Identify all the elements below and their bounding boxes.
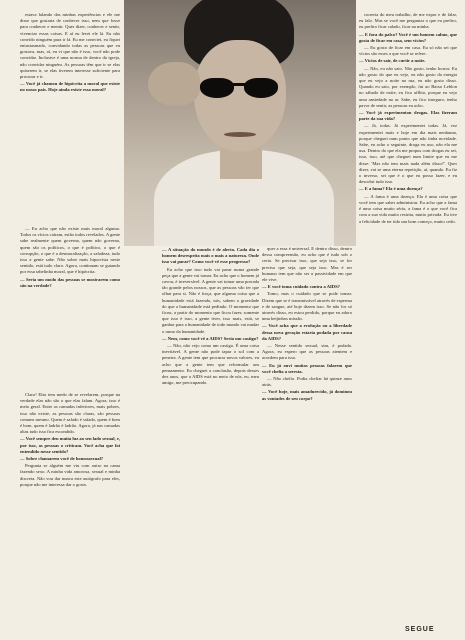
text-column-1c [20, 392, 120, 489]
paragraph: quer a essa é universal. E dentro disso, dentro dessa compreensão, eu acho que é tudo sob o certo. Se precisar isso, que seja isso, se for preciso que seja, que seja isso. Mas é ser humano tem que não ser a passividade em que ele vive. [262, 246, 352, 283]
paragraph: — Não, eu não saio. Não gosto, tenho horror. Eu não gosto do que eu vejo, eu não gosto da energia que eu vejo a noite na rua, eu não gosto disso. Quando eu saio, por exemplo, fui ao Baixo Leblon no sábado de noite, eu fico afflito, porque eu vejo uma ansiedade no ar. Sabe, eu fico inseguro, tenho pavor de sentir, as pessoas eu acho. [359, 65, 457, 108]
paragraph: — Já, todas. Já experimentei todas. Já, vez experimentei mais e hoje em dia mais nenhuma, porque cheguei num ponto que não tinha novidade. Sabe, eu acho o seguinte, droga eu uso, não ela me usa. Dentro do que ela me propus com drogas eu sei, isso, isso, até que cheguei num limite que eu me disse: 'Mas não tem mais nada além disso?'. Quer dizer, vai se uma eterna repetição, aí, quando. Eu fiz o inverso, sei que é o que eu posso fazer, e eu descobri tudo isso. [359, 123, 457, 185]
question: — Você já experimentou drogas. Elas fizeram parte da sua vida? [359, 110, 457, 122]
question: — Você sempre deu muita luz ao seu lado sexual, e, por isso, as pessoas o criticam. Você acha que foi entendido nesse sentido? [20, 436, 120, 454]
sunglasses-icon [200, 78, 280, 100]
portrait-photo [124, 0, 356, 246]
text-column-2 [162, 246, 259, 387]
paragraph: — Eu gosto de ficar em casa. Eu só não sei que vícios são esses a que você se refere. [359, 45, 457, 57]
question: — Você acha que a evolução ou a liberdade dessa nova geração estaria podada por causa da AIDS? [262, 323, 352, 341]
question: — Você hoje, mais amadurecido, já dominou as vontades de seu corpo? [262, 389, 352, 401]
text-column-4 [359, 12, 457, 226]
question: — Seria um modo das pessoas se mostrarem como são na verdade? [20, 276, 120, 288]
paragraph: Claro! Elas tem medo de se revelarem, porque na verdade elas não são o que elas falam. Agora, isso é meio geral. Entre as camadas inferiores, mais pobres, isso não existe, as pessoas são claras, são pessoas comuns mesmo. Quem é safado é safado, quem é bom é bom, quem é ladrão é ladrão. Agora, já nas camadas altas tudo isso fica escondido. [20, 392, 120, 435]
paragraph: correria do meu trabalho, de me expor e de falar, eu falo. Mas se você me perguntar o que eu prefiro, eu prefiro ficar calado, ficar na minha. [359, 12, 457, 30]
paragraph: Pergunta se alguém me viu com outro na cama fazendo sexo. A minha vida amorosa, sexual e minha discreta. Não vou dar nunca este autógrafo para eles, porque não me interessa dar o gosto. [20, 463, 120, 487]
text-column-1b [20, 226, 120, 290]
paragraph: Eu acho que isso tudo vai parar numa grande peça que a gente vai tomar. Eu acho que o homem já cavou, é irreversível. A gente vai tomar uma porrada tão grande pelos nossos, que as pessoas vão ter que olhar para si. Não é força, que alguma coisa que a humanidade está fazendo, nós, sabem a gravidade do que a humanidade está pedindo. O momento que ficou, a partir do momento que ficou fazer, somente que isso é isso, a gente tiver, isso mais, está, se ganhar para a humanidade de todo mundo vai mudar o rumo da humanidade. [162, 266, 259, 334]
hand [148, 62, 200, 106]
text-column-1 [20, 12, 120, 95]
paragraph: — A fama é uma doença. Ela é uma coisa que você tem que saber administrar. Eu acho que a fama é uma coisa muito séria, a fama é o que você fica com a sua vida muito restrita, muito privada. Eu tive a felicidade de ter tido um bom começo, muito cedo. [359, 193, 457, 224]
question: — E fora do palco? Você é um homem calmo, que gosta de ficar em casa, sem vícios? [359, 31, 457, 43]
question: — Vícios de sair, de curtir a noite. [359, 58, 426, 64]
paragraph: — Nesse sentido sexual, sim, é podada. Agora, eu espero que as pessoas atentem e acordem para isso. [262, 343, 352, 361]
text-column-3 [262, 246, 352, 403]
mouth [224, 132, 256, 137]
paragraph: — Não chefio. Podia chefiar há quinze anos atrás. [262, 376, 352, 388]
paragraph: Tomo, mas o cuidado que se pode tomar. Dizem que se é transmissível através de esperma e de sangue, até hoje dizem isso. Se não for só através disso, eu estou perdido, porque eu adoro uma beijinhos missão. [262, 291, 352, 322]
question: — E a fama? Ela é uma doença? [359, 186, 423, 192]
question: — Nem, como você vê a AIDS? Seria um castigo? [162, 335, 259, 341]
paragraph: — Não, não vejo como um castigo. É uma coisa inevitável. A gente não pode tapar o sol com a peneira. A gente tem que procurar novos valores, eu acho que a gente tem que reformular um pensamento. Eu cheguei a conclusão, depois desses dez anos, que a AIDS está no meio de nós, eu, meu amigo, me preocupando. [162, 343, 259, 386]
question: — Eu já ouvi muitas pessoas falarem que você chefia a seresta. [262, 362, 352, 374]
question: — A situação do mundo é de alerta. Cada dia o homem desrespeita mais o mais a natureza. Onde isso vai parar? Como você vê esse progresso? [162, 247, 259, 265]
continue-label: SEGUE [405, 626, 435, 633]
question: — Você já chamou de hipócrita a moral que existe no nosso país. Hoje ainda existe essa moral? [20, 81, 120, 93]
question: — E você toma cuidado contra a AIDS? [262, 284, 340, 290]
paragraph: estava falando das minhas experiências e ele me disse que gostaria de conhecer isso, nem que fosse para conhecer e mentir. Quer dizer, conhecer e sentir, vivenciar essas coisas. E aí eu levei ele lá. Eu não convido ninguém para ir lá. Eu me conectei, eu fiquei entusiasmado, convidando todas as pessoas que eu gostava, mas, aí, eu vi que não é isso, você não pode convidar. Inclusive é uma norma de dentro da igreja, não convidar ninguém. As pessoas têm que ir se elas quiserem ir, se elas tiverem interesse suficiente para procurar e ir. [20, 12, 120, 80]
paragraph: — Eu acho que não existe mais moral alguma. Todos os vícios caíram, estão todos revelados. A gente sabe realmente quem governa, quem não governa, quem são os políticos, o que é político, o que é corrupção, o que é a desmoralização, a safadeza, tudo isso a gente sabe. Não sobre mais hipocrisia neste sentido, está tudo claro. Agora, continuam se guiando por essa tabelinha moral, que é hipócrita. [20, 226, 120, 275]
question: — Sobre chamarem você de homossexual? [20, 456, 104, 462]
